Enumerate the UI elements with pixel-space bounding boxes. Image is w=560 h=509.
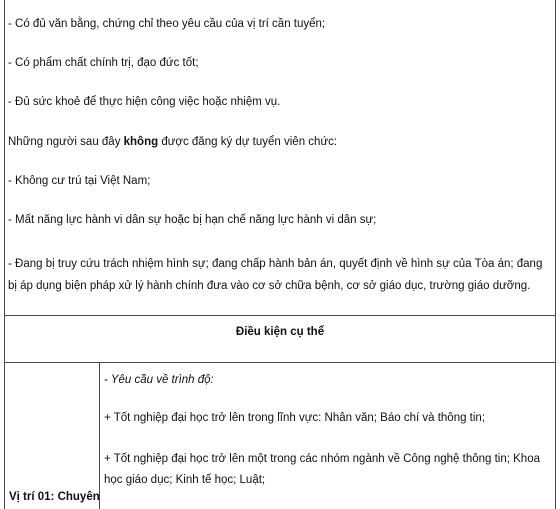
- row-divider: [4, 315, 556, 316]
- table-border-right: [555, 0, 556, 509]
- requirement-item: - Đủ sức khoẻ để thực hiện công việc hoặc nhiệm vụ.: [8, 96, 281, 108]
- column-divider: [99, 362, 100, 509]
- exclusion-intro: [8, 135, 337, 149]
- degree-item: + Tốt nghiệp đại học trở lên trong lĩnh vực: Nhân văn; Báo chí và thông tin;: [104, 412, 486, 424]
- conditions-table: [4, 0, 556, 509]
- requirement-item: - Có phẩm chất chính trị, đạo đức tốt;: [8, 57, 199, 69]
- exclusion-item: - Không cư trú tại Việt Nam;: [8, 175, 151, 187]
- requirement-item: - Có đủ văn bằng, chứng chỉ theo yêu cầu của vị trí cần tuyển;: [8, 18, 326, 30]
- exclusion-item: - Mất năng lực hành vi dân sự hoặc bị hạn chế năng lực hành vi dân sự;: [8, 214, 377, 226]
- position-label: Vị trí 01: Chuyên: [9, 491, 100, 503]
- exclusion-intro-text: Những người sau đây: [8, 136, 124, 148]
- exclusion-intro-emphasis: không: [123, 136, 159, 148]
- qualification-heading: - Yêu cầu về trình độ:: [104, 374, 214, 386]
- degree-item: + Tốt nghiệp đại học trở lên một trong các nhóm ngành về Công nghệ thông tin; Khoa học giáo dục; Kinh tế học; Luật;: [104, 453, 540, 486]
- exclusion-item: - Đang bị truy cứu trách nhiệm hình sự; đang chấp hành bản án, quyết định về hình sự của Tòa án; đang bị áp dụng biện pháp xử lý hành chính đưa vào cơ sở chữa bệnh, cơ sở giáo dục, trường giáo dưỡng.: [8, 258, 543, 292]
- table-border-left: [4, 0, 5, 509]
- section-header: Điều kiện cụ thể: [235, 326, 325, 338]
- row-divider: [4, 362, 556, 363]
- exclusion-intro-text: được đăng ký dự tuyển viên chức:: [158, 136, 338, 148]
